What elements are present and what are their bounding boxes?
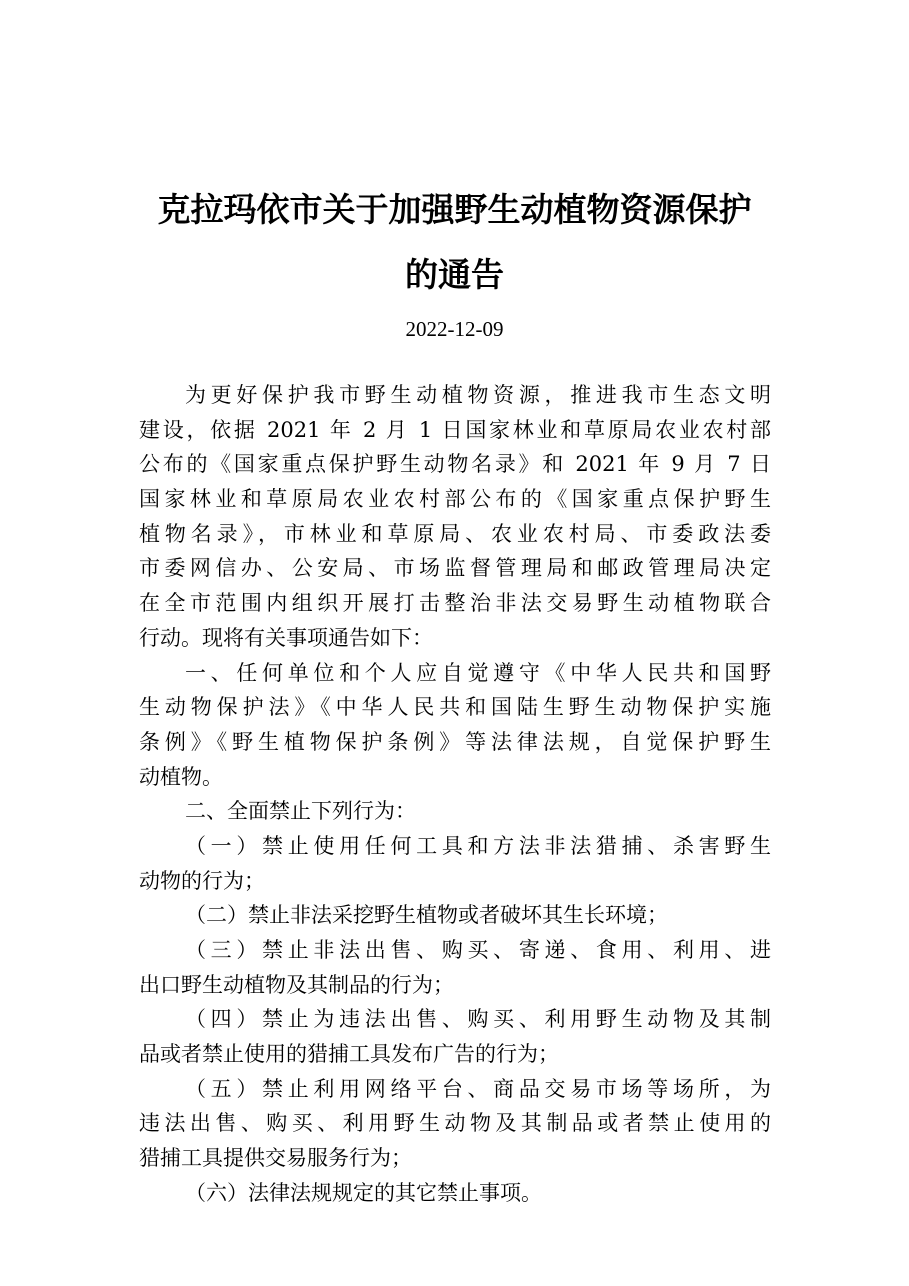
body-line: 出口野生动植物及其制品的行为； — [139, 972, 454, 997]
body-line: （二）禁止非法采挖野生植物或者破坏其生长环境； — [185, 903, 668, 928]
body-line: 国家林业和草原局农业农村部公布的《国家重点保护野生 — [139, 487, 771, 512]
body-line: （三）禁止非法出售、购买、寄递、食用、利用、进 — [185, 938, 771, 962]
document-body — [139, 378, 771, 1211]
body-line: 行动。现将有关事项通告如下： — [139, 625, 433, 650]
body-line: 违法出售、购买、利用野生动物及其制品或者禁止使用的 — [139, 1111, 771, 1136]
body-line: 品或者禁止使用的猎捕工具发布广告的行为； — [139, 1042, 559, 1067]
body-line: 植物名录》，市林业和草原局、农业农村局、市委政法委 — [139, 521, 771, 546]
body-line: 为更好保护我市野生动植物资源，推进我市生态文明 — [185, 383, 771, 407]
body-line: 一、任何单位和个人应自觉遵守《中华人民共和国野 — [185, 660, 771, 685]
body-line: 市委网信办、公安局、市场监督管理局和邮政管理局决定 — [139, 556, 771, 581]
document-title-line-1: 克拉玛依市关于加强野生动植物资源保护 — [157, 190, 752, 229]
body-line: （四）禁止为违法出售、购买、利用野生动物及其制 — [185, 1007, 771, 1032]
body-line: 二、全面禁止下列行为： — [185, 799, 416, 824]
body-line: （六）法律法规规定的其它禁止事项。 — [185, 1180, 542, 1205]
body-line: 猎捕工具提供交易服务行为； — [139, 1146, 412, 1171]
document-title-line-2: 的通告 — [405, 255, 504, 294]
body-line: 建设，依据 2021 年 2 月 1 日国家林业和草原局农业农村部 — [139, 417, 771, 442]
body-line: 在全市范围内组织开展打击整治非法交易野生动植物联合 — [139, 591, 771, 616]
body-line: 条例》《野生植物保护条例》等法律法规，自觉保护野生 — [139, 729, 771, 754]
body-line: （一）禁止使用任何工具和方法非法猎捕、杀害野生 — [185, 833, 771, 858]
body-line: 动物的行为； — [139, 868, 265, 893]
publish-date: 2022-12-09 — [405, 317, 504, 341]
body-line: 动植物。 — [139, 764, 223, 789]
body-line: （五）禁止利用网络平台、商品交易市场等场所，为 — [185, 1076, 771, 1101]
body-line: 生动物保护法》《中华人民共和国陆生野生动物保护实施 — [139, 695, 771, 720]
body-line: 公布的《国家重点保护野生动物名录》和 2021 年 9 月 7 日 — [139, 452, 771, 477]
